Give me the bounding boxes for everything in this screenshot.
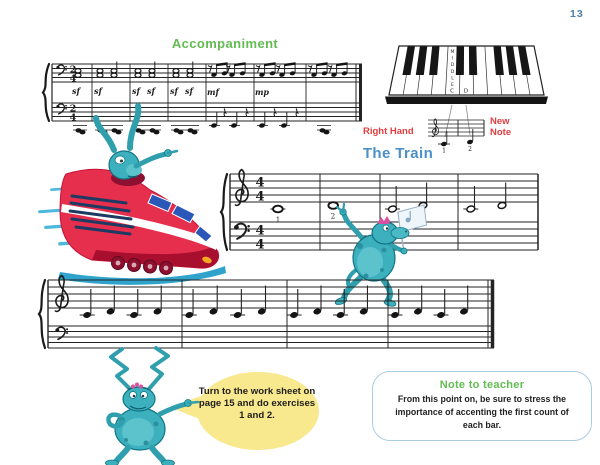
finger-number: 2: [468, 146, 472, 153]
new-note-label: New Note: [490, 116, 512, 138]
dynamic-mark: sf: [185, 86, 193, 96]
key-label-c: C: [450, 88, 454, 95]
time-sig-bottom: 4: [69, 73, 77, 85]
speech-bubble-text: Turn to the work sheet on page 15 and do exercises 1 and 2.: [198, 386, 316, 421]
dynamic-mark: sf: [94, 86, 102, 96]
dancing-monster-illustration: [334, 204, 426, 307]
train-illustration: [38, 103, 226, 285]
dynamic-mark: mf: [207, 87, 219, 97]
svg-text:D: D: [450, 69, 455, 75]
svg-text:D: D: [450, 63, 455, 69]
accompaniment-dynamics: [72, 86, 269, 97]
dynamic-mark: sf: [170, 86, 178, 96]
time-sig-top: 2: [69, 64, 77, 76]
time-sig-bottom: 4: [255, 189, 265, 205]
finger-number: 1: [275, 216, 281, 224]
right-hand-label: Right Hand: [363, 126, 414, 137]
train-system2-staff: [39, 276, 494, 348]
note-to-teacher-body: From this point on, be sure to stress the importance of accenting the first count of each bar.: [395, 394, 569, 431]
dynamic-mark: mp: [254, 87, 270, 97]
piece-title: The Train: [362, 145, 434, 162]
time-sig-top: 4: [255, 223, 265, 239]
accompaniment-heading: Accompaniment: [171, 36, 279, 51]
finger-number: 2: [330, 212, 336, 221]
page-number: 13: [570, 8, 584, 20]
svg-text:L: L: [451, 76, 454, 82]
dynamic-mark: sf: [72, 86, 80, 96]
dynamic-mark: sf: [147, 86, 155, 96]
key-label-d: D: [463, 88, 469, 95]
time-sig-bottom: 4: [255, 237, 265, 253]
right-hand-staff: [428, 119, 484, 147]
note-to-teacher-title: Note to teacher: [439, 379, 525, 391]
svg-text:E: E: [451, 83, 454, 88]
time-sig-top: 2: [69, 103, 77, 115]
note-to-teacher-box: [372, 371, 592, 441]
pointing-monster-illustration: [106, 348, 199, 465]
time-sig-top: 4: [255, 175, 265, 191]
accompaniment-staff: [43, 62, 362, 135]
train-time-signature: [255, 176, 264, 253]
svg-text:I: I: [451, 56, 454, 62]
svg-text:M: M: [450, 50, 455, 55]
time-sig-bottom: 4: [69, 112, 77, 124]
finger-number: 1: [442, 147, 446, 155]
dynamic-mark: sf: [132, 86, 140, 96]
